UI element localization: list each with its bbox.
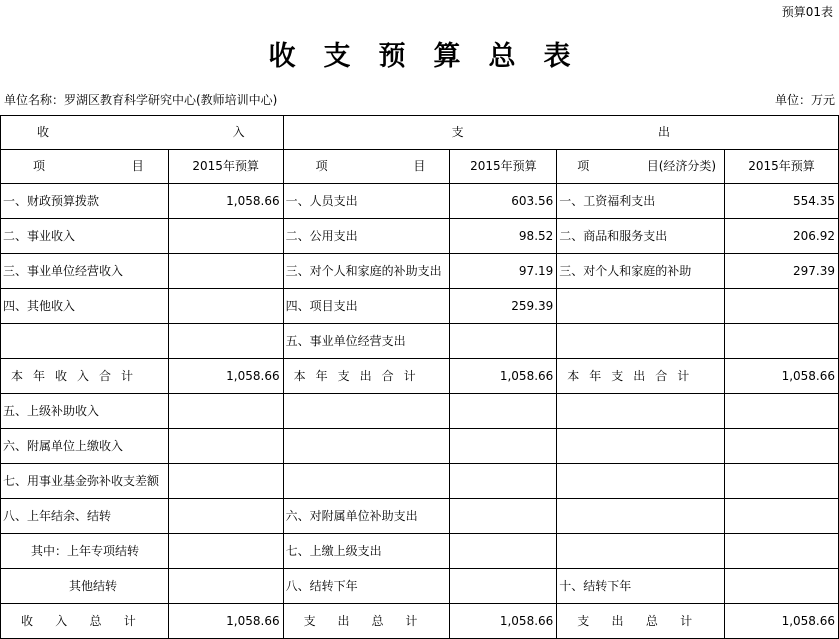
econ-item <box>557 289 725 324</box>
income-item: 三、事业单位经营收入 <box>1 254 169 289</box>
income-value <box>168 324 283 359</box>
income-header-left: 收 <box>37 125 50 139</box>
total-char: 支 <box>303 613 316 628</box>
expense-item: 二、公用支出 <box>283 219 450 254</box>
econ-value: 554.35 <box>725 184 839 219</box>
econ-item <box>557 464 725 499</box>
expense-value: 603.56 <box>450 184 557 219</box>
income-value: 1,058.66 <box>168 184 283 219</box>
col-budget-income: 2015年预算 <box>168 150 283 184</box>
total-char: 入 <box>55 613 68 628</box>
income-value <box>168 499 283 534</box>
econ-item <box>557 429 725 464</box>
table-row <box>1 324 839 359</box>
expense-header-right: 出 <box>657 125 670 139</box>
unit-name: 单位名称：罗湖区教育科学研究中心(教师培训中心) <box>4 93 278 107</box>
income-value <box>168 569 283 604</box>
form-code: 预算01表 <box>781 5 833 19</box>
econ-item: 一、工资福利支出 <box>557 184 725 219</box>
expense-subtotal-value: 1,058.66 <box>450 359 557 394</box>
econ-value <box>725 464 839 499</box>
income-item: 五、上级补助收入 <box>1 394 169 429</box>
col-item-b: 目 <box>413 159 426 173</box>
income-item: 四、其他收入 <box>1 289 169 324</box>
table-row <box>1 464 839 499</box>
expense-item: 四、项目支出 <box>283 289 450 324</box>
total-char: 计 <box>123 613 136 628</box>
col-item-a: 项 <box>577 159 590 173</box>
expense-total-value: 1,058.66 <box>450 604 557 639</box>
col-budget-expense: 2015年预算 <box>450 150 557 184</box>
total-char: 支 <box>577 613 590 628</box>
expense-value: 97.19 <box>450 254 557 289</box>
income-item: 二、事业收入 <box>1 219 169 254</box>
econ-value <box>725 569 839 604</box>
expense-item: 八、结转下年 <box>283 569 450 604</box>
econ-item <box>557 534 725 569</box>
table-row <box>1 569 839 604</box>
total-row <box>1 604 839 639</box>
expense-value <box>450 464 557 499</box>
income-item: 七、用事业基金弥补收支差额 <box>1 464 169 499</box>
income-value <box>168 254 283 289</box>
econ-value <box>725 499 839 534</box>
expense-value: 259.39 <box>450 289 557 324</box>
total-char: 出 <box>611 613 624 628</box>
expense-item <box>283 394 450 429</box>
econ-value <box>725 289 839 324</box>
budget-table <box>0 115 839 639</box>
income-total-value: 1,058.66 <box>168 604 283 639</box>
table-row <box>1 219 839 254</box>
total-char: 总 <box>645 613 658 628</box>
expense-item: 六、对附属单位补助支出 <box>283 499 450 534</box>
income-item: 其他结转 <box>1 569 169 604</box>
col-budget-econ: 2015年预算 <box>725 150 839 184</box>
expense-value <box>450 569 557 604</box>
expense-header <box>283 116 838 150</box>
income-value <box>168 289 283 324</box>
col-item-b: 目 <box>131 159 144 173</box>
income-total-label <box>1 604 169 639</box>
econ-value <box>725 429 839 464</box>
total-char: 计 <box>405 613 418 628</box>
income-value <box>168 219 283 254</box>
econ-item <box>557 499 725 534</box>
col-item-a: 项 <box>33 159 46 173</box>
econ-item <box>557 394 725 429</box>
expense-item <box>283 464 450 499</box>
col-item-b: 目(经济分类) <box>646 159 717 173</box>
econ-value <box>725 534 839 569</box>
expense-value <box>450 534 557 569</box>
econ-total-value: 1,058.66 <box>725 604 839 639</box>
expense-subtotal-label: 本年支出合计 <box>283 359 450 394</box>
expense-value <box>450 324 557 359</box>
unit-label: 单位：万元 <box>774 93 835 107</box>
total-char: 计 <box>680 613 693 628</box>
expense-item: 三、对个人和家庭的补助支出 <box>283 254 450 289</box>
econ-value: 206.92 <box>725 219 839 254</box>
expense-header-left: 支 <box>451 125 464 139</box>
income-value <box>168 464 283 499</box>
expense-value <box>450 499 557 534</box>
income-header-right: 入 <box>232 125 245 139</box>
econ-item: 十、结转下年 <box>557 569 725 604</box>
income-item: 八、上年结余、结转 <box>1 499 169 534</box>
expense-item: 七、上缴上级支出 <box>283 534 450 569</box>
expense-total-label <box>283 604 450 639</box>
expense-value: 98.52 <box>450 219 557 254</box>
econ-value: 297.39 <box>725 254 839 289</box>
table-row <box>1 534 839 569</box>
col-item-income <box>1 150 169 184</box>
header-row-2 <box>1 150 839 184</box>
income-item: 六、附属单位上缴收入 <box>1 429 169 464</box>
income-subtotal-label: 本年收入合计 <box>1 359 169 394</box>
col-item-expense <box>283 150 450 184</box>
income-subtotal-value: 1,058.66 <box>168 359 283 394</box>
table-row <box>1 184 839 219</box>
table-row <box>1 429 839 464</box>
econ-subtotal-value: 1,058.66 <box>725 359 839 394</box>
expense-value <box>450 429 557 464</box>
total-char: 总 <box>371 613 384 628</box>
income-value <box>168 534 283 569</box>
expense-value <box>450 394 557 429</box>
income-value <box>168 429 283 464</box>
table-row <box>1 254 839 289</box>
econ-value <box>725 394 839 429</box>
table-row <box>1 289 839 324</box>
econ-item: 二、商品和服务支出 <box>557 219 725 254</box>
expense-item: 一、人员支出 <box>283 184 450 219</box>
expense-item: 五、事业单位经营支出 <box>283 324 450 359</box>
econ-item: 三、对个人和家庭的补助 <box>557 254 725 289</box>
income-header <box>1 116 284 150</box>
subtotal-row <box>1 359 839 394</box>
col-item-econ <box>557 150 725 184</box>
total-char: 出 <box>337 613 350 628</box>
table-row <box>1 499 839 534</box>
expense-item <box>283 429 450 464</box>
table-row <box>1 394 839 429</box>
econ-total-label <box>557 604 725 639</box>
income-item: 其中：上年专项结转 <box>1 534 169 569</box>
econ-item <box>557 324 725 359</box>
econ-value <box>725 324 839 359</box>
econ-subtotal-label: 本年支出合计 <box>557 359 725 394</box>
page-title: 收支预算总表 <box>268 41 599 72</box>
income-value <box>168 394 283 429</box>
total-char: 收 <box>21 613 34 628</box>
income-item: 一、财政预算拨款 <box>1 184 169 219</box>
col-item-a: 项 <box>315 159 328 173</box>
header-row-1 <box>1 116 839 150</box>
income-item <box>1 324 169 359</box>
total-char: 总 <box>89 613 102 628</box>
